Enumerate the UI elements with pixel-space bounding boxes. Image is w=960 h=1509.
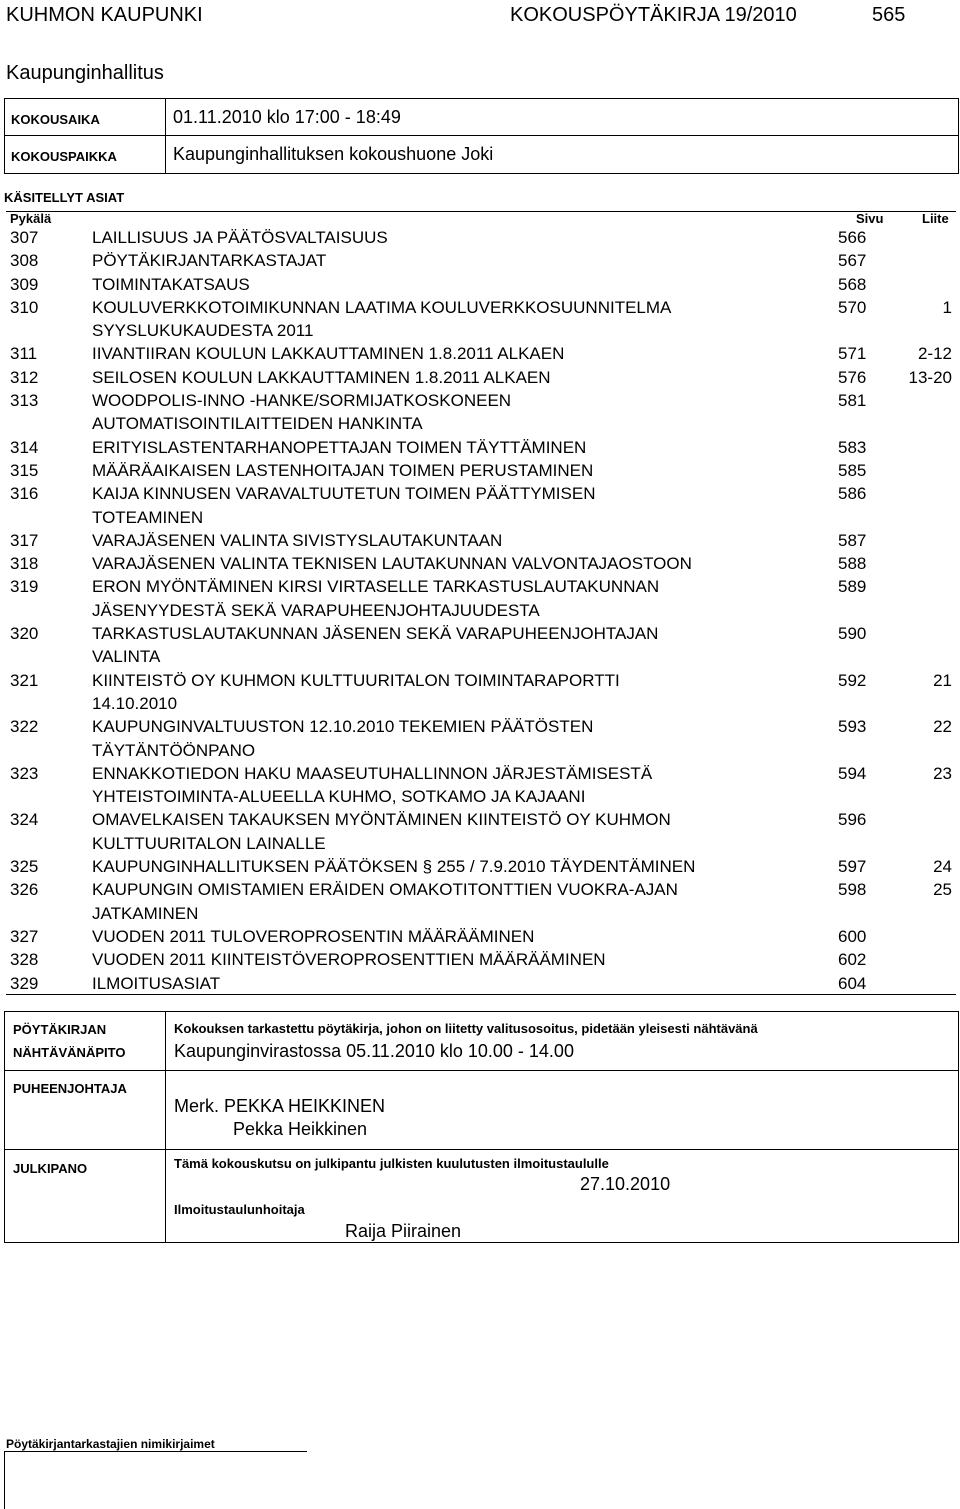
agenda-page: 583 xyxy=(838,437,867,457)
agenda-section-number: 326 xyxy=(10,880,39,900)
agenda-title-line: TOIMINTAKATSAUS xyxy=(92,274,250,294)
divider xyxy=(6,994,956,995)
agenda-attachment xyxy=(898,249,956,272)
agenda-page: 593 xyxy=(838,717,867,737)
agenda-section-number: 311 xyxy=(10,344,38,364)
chair-name: Pekka Heikkinen xyxy=(233,1119,368,1139)
agenda-attachment xyxy=(898,552,956,575)
agenda-section-number: 317 xyxy=(10,530,39,550)
agenda-item-title xyxy=(92,855,838,878)
agenda-title-line: JATKAMINEN xyxy=(92,903,199,923)
agenda-title-line: VARAJÄSENEN VALINTA TEKNISEN LAUTAKUNNAN VALVONTAJAOSTOON xyxy=(92,554,692,574)
agenda-item-title xyxy=(92,808,838,855)
agenda-section-number: 323 xyxy=(10,763,39,783)
agenda-item-title xyxy=(92,529,838,552)
body-name: Kaupunginhallitus xyxy=(6,62,164,84)
document-title: KOKOUSPÖYTÄKIRJA 19/2010 xyxy=(510,4,797,26)
agenda-section-number: 307 xyxy=(10,228,39,247)
agenda-title-line: YHTEISTOIMINTA-ALUEELLA KUHMO, SOTKAMO JA KAJAANI xyxy=(92,787,586,807)
agenda-item-title xyxy=(92,482,838,529)
agenda-title-line: JÄSENYYDESTÄ SEKÄ VARAPUHEENJOHTAJUUDESTA xyxy=(92,600,540,620)
agenda-page: 596 xyxy=(838,810,867,830)
agenda-attachment: 13-20 xyxy=(908,367,952,387)
agenda-section-number: 320 xyxy=(10,624,39,644)
agenda-table xyxy=(6,226,956,995)
agenda-row xyxy=(6,808,956,855)
agenda-item-title xyxy=(92,948,838,971)
agenda-title-line: VUODEN 2011 TULOVEROPROSENTIN MÄÄRÄÄMINEN xyxy=(92,926,535,946)
agenda-row xyxy=(6,342,956,365)
agenda-row xyxy=(6,389,956,436)
agenda-attachment: 1 xyxy=(942,297,952,317)
agenda-attachment xyxy=(898,273,956,296)
agenda-attachment: 24 xyxy=(933,857,952,877)
agenda-page: 604 xyxy=(838,973,867,993)
notice-date: 27.10.2010 xyxy=(580,1174,671,1194)
page-number: 565 xyxy=(872,4,906,26)
agenda-row xyxy=(6,296,956,343)
agenda-title-line: VALINTA xyxy=(92,647,161,667)
agenda-section-number: 325 xyxy=(10,857,39,877)
agenda-row xyxy=(6,366,956,389)
agenda-row xyxy=(6,762,956,809)
agenda-title-line: ILMOITUSASIAT xyxy=(92,973,221,993)
meeting-place-value: Kaupunginhallituksen kokoushuone Joki xyxy=(173,144,494,164)
agenda-item-title xyxy=(92,436,838,459)
agenda-title-line: KAUPUNGIN OMISTAMIEN ERÄIDEN OMAKOTITONTTIEN VUOKRA-AJAN xyxy=(92,880,678,900)
agenda-attachment xyxy=(898,389,956,436)
display-note: Kokouksen tarkastettu pöytäkirja, johon on liitetty valitusosoitus, pidetään yleisesti nähtävänä xyxy=(174,1021,758,1036)
agenda-title-line: 14.10.2010 xyxy=(92,693,178,713)
agenda-section-number: 319 xyxy=(10,577,39,597)
agenda-section-number: 312 xyxy=(10,367,39,387)
agenda-item-title xyxy=(92,878,838,925)
agenda-section-number: 328 xyxy=(10,950,39,970)
agenda-page: 587 xyxy=(838,530,867,550)
divider xyxy=(6,211,956,212)
agenda-title-line: OMAVELKAISEN TAKAUKSEN MYÖNTÄMINEN KIINTEISTÖ OY KUHMON xyxy=(92,810,671,830)
agenda-item-title xyxy=(92,296,838,343)
agenda-attachment xyxy=(898,972,956,995)
agenda-item-title xyxy=(92,972,838,995)
board-label: Ilmoitustaulunhoitaja xyxy=(174,1202,305,1217)
agenda-attachment: 23 xyxy=(933,763,952,783)
agenda-title-line: KAUPUNGINVALTUUSTON 12.10.2010 TEKEMIEN PÄÄTÖSTEN xyxy=(92,717,594,737)
agenda-section-number: 329 xyxy=(10,973,39,993)
notice-text: Tämä kokouskutsu on julkipantu julkisten kuulutusten ilmoitustaululle xyxy=(174,1156,609,1171)
agenda-row xyxy=(6,273,956,296)
agenda-attachment xyxy=(898,808,956,855)
agenda-item-title xyxy=(92,669,838,716)
display-label-2: NÄHTÄVÄNÄPITO xyxy=(13,1045,126,1060)
agenda-page: 588 xyxy=(838,554,867,574)
signature-line xyxy=(4,1451,5,1509)
meeting-place-label: KOKOUSPAIKKA xyxy=(11,149,117,164)
agenda-title-line: ERITYISLASTENTARHANOPETTAJAN TOIMEN TÄYTTÄMINEN xyxy=(92,437,587,457)
agenda-attachment xyxy=(898,482,956,529)
board-name: Raija Piirainen xyxy=(345,1221,462,1241)
agenda-attachment xyxy=(898,459,956,482)
divider xyxy=(165,99,166,173)
agenda-title-line: SYYSLUKUKAUDESTA 2011 xyxy=(92,321,314,341)
signature-line xyxy=(4,1451,307,1452)
agenda-page: 594 xyxy=(838,763,867,783)
meeting-time-label: KOKOUSAIKA xyxy=(11,112,100,127)
agenda-page: 581 xyxy=(838,391,867,411)
agenda-page: 597 xyxy=(838,857,867,877)
agenda-item-title xyxy=(92,459,838,482)
agenda-item-title xyxy=(92,575,838,622)
agenda-row xyxy=(6,972,956,995)
agenda-page: 586 xyxy=(838,484,867,504)
agenda-section-number: 327 xyxy=(10,926,39,946)
agenda-title-line: ERON MYÖNTÄMINEN KIRSI VIRTASELLE TARKASTUSLAUTAKUNNAN xyxy=(92,577,660,597)
agenda-attachment xyxy=(898,575,956,622)
chair-label: PUHEENJOHTAJA xyxy=(13,1081,127,1096)
agenda-title-line: LAILLISUUS JA PÄÄTÖSVALTAISUUS xyxy=(92,228,388,247)
agenda-page: 567 xyxy=(838,251,867,271)
agenda-page: 602 xyxy=(838,950,867,970)
agenda-item-title xyxy=(92,925,838,948)
agenda-title-line: KOULUVERKKOTOIMIKUNNAN LAATIMA KOULUVERKKOSUUNNITELMA xyxy=(92,297,672,317)
agenda-item-title xyxy=(92,389,838,436)
agenda-item-title xyxy=(92,342,838,365)
agenda-title-line: KULTTUURITALON LAINALLE xyxy=(92,833,326,853)
agenda-attachment xyxy=(898,925,956,948)
notice-label: JULKIPANO xyxy=(13,1161,88,1176)
agenda-row xyxy=(6,925,956,948)
agenda-section-number: 309 xyxy=(10,274,39,294)
agenda-section-number: 314 xyxy=(10,437,39,457)
agenda-item-title xyxy=(92,622,838,669)
agenda-page: 590 xyxy=(838,624,867,644)
agenda-page: 585 xyxy=(838,460,867,480)
agenda-title-line: KIINTEISTÖ OY KUHMON KULTTUURITALON TOIMINTARAPORTTI xyxy=(92,670,620,690)
agenda-title-line: WOODPOLIS-INNO -HANKE/SORMIJATKOSKONEEN xyxy=(92,391,512,411)
agenda-item-title xyxy=(92,226,838,249)
divider xyxy=(5,135,958,136)
agenda-attachment xyxy=(898,622,956,669)
agenda-page: 589 xyxy=(838,577,867,597)
agenda-attachment xyxy=(898,226,956,249)
divider xyxy=(165,1012,166,1242)
agenda-attachment xyxy=(898,948,956,971)
footer-box xyxy=(4,1011,959,1243)
agenda-section-number: 321 xyxy=(10,670,39,690)
agenda-row xyxy=(6,855,956,878)
agenda-row xyxy=(6,669,956,716)
agenda-page: 566 xyxy=(838,228,867,247)
agenda-row xyxy=(6,575,956,622)
agenda-item-title xyxy=(92,762,838,809)
agenda-section-number: 322 xyxy=(10,717,39,737)
signatures-label: Pöytäkirjantarkastajien nimikirjaimet xyxy=(6,1437,215,1451)
display-value: Kaupunginvirastossa 05.11.2010 klo 10.00 - 14.00 xyxy=(174,1041,574,1061)
agenda-title-line: VUODEN 2011 KIINTEISTÖVEROPROSENTTIEN MÄÄRÄÄMINEN xyxy=(92,950,606,970)
agenda-row xyxy=(6,249,956,272)
agenda-title-line: KAIJA KINNUSEN VARAVALTUUTETUN TOIMEN PÄÄTTYMISEN xyxy=(92,484,596,504)
agenda-attachment xyxy=(898,529,956,552)
agenda-title-line: PÖYTÄKIRJANTARKASTAJAT xyxy=(92,251,327,271)
agenda-attachment: 25 xyxy=(933,880,952,900)
agenda-row xyxy=(6,226,956,249)
agenda-item-title xyxy=(92,366,838,389)
agenda-title-line: KAUPUNGINHALLITUKSEN PÄÄTÖKSEN § 255 / 7.9.2010 TÄYDENTÄMINEN xyxy=(92,857,696,877)
agenda-title: KÄSITELLYT ASIAT xyxy=(4,190,125,205)
agenda-title-line: SEILOSEN KOULUN LAKKAUTTAMINEN 1.8.2011 ALKAEN xyxy=(92,367,551,387)
agenda-page: 570 xyxy=(838,297,867,317)
agenda-item-title xyxy=(92,249,838,272)
agenda-item-title xyxy=(92,715,838,762)
agenda-page: 576 xyxy=(838,367,867,387)
agenda-title-line: ENNAKKOTIEDON HAKU MAASEUTUHALLINNON JÄRJESTÄMISESTÄ xyxy=(92,763,653,783)
agenda-section-number: 324 xyxy=(10,810,39,830)
agenda-attachment: 21 xyxy=(933,670,952,690)
agenda-section-number: 308 xyxy=(10,251,39,271)
agenda-item-title xyxy=(92,552,838,575)
divider xyxy=(5,1149,958,1150)
organization-name: KUHMON KAUPUNKI xyxy=(6,4,203,26)
agenda-row xyxy=(6,459,956,482)
agenda-row xyxy=(6,529,956,552)
column-header-section: Pykälä xyxy=(10,211,52,226)
agenda-row xyxy=(6,948,956,971)
column-header-attachment: Liite xyxy=(922,211,949,226)
display-label-1: PÖYTÄKIRJAN xyxy=(13,1022,107,1037)
agenda-attachment: 2-12 xyxy=(917,344,952,364)
agenda-attachment xyxy=(898,436,956,459)
agenda-item-title xyxy=(92,273,838,296)
agenda-page: 568 xyxy=(838,274,867,294)
meeting-info-box xyxy=(4,98,959,174)
agenda-title-line: TÄYTÄNTÖÖNPANO xyxy=(92,740,256,760)
agenda-page: 598 xyxy=(838,880,867,900)
agenda-page: 571 xyxy=(838,344,867,364)
agenda-page: 600 xyxy=(838,926,867,946)
agenda-title-line: TOTEAMINEN xyxy=(92,507,204,527)
agenda-row xyxy=(6,715,956,762)
agenda-row xyxy=(6,552,956,575)
agenda-title-line: MÄÄRÄAIKAISEN LASTENHOITAJAN TOIMEN PERUSTAMINEN xyxy=(92,460,594,480)
agenda-title-line: VARAJÄSENEN VALINTA SIVISTYSLAUTAKUNTAAN xyxy=(92,530,503,550)
agenda-section-number: 315 xyxy=(10,460,39,480)
agenda-row xyxy=(6,482,956,529)
agenda-row xyxy=(6,878,956,925)
agenda-section-number: 310 xyxy=(10,297,39,317)
agenda-section-number: 313 xyxy=(10,391,39,411)
agenda-section-number: 318 xyxy=(10,554,39,574)
agenda-title-line: TARKASTUSLAUTAKUNNAN JÄSENEN SEKÄ VARAPUHEENJOHTAJAN xyxy=(92,624,659,644)
agenda-section-number: 316 xyxy=(10,484,39,504)
agenda-row xyxy=(6,622,956,669)
agenda-title-line: IIVANTIIRAN KOULUN LAKKAUTTAMINEN 1.8.2011 ALKAEN xyxy=(92,344,565,364)
agenda-row xyxy=(6,436,956,459)
column-header-page: Sivu xyxy=(856,211,884,226)
agenda-page: 592 xyxy=(838,670,867,690)
agenda-attachment: 22 xyxy=(933,717,952,737)
chair-title: Merk. PEKKA HEIKKINEN xyxy=(174,1096,386,1116)
meeting-time-value: 01.11.2010 klo 17:00 - 18:49 xyxy=(173,107,401,127)
divider xyxy=(5,1070,958,1071)
agenda-title-line: AUTOMATISOINTILAITTEIDEN HANKINTA xyxy=(92,414,423,434)
